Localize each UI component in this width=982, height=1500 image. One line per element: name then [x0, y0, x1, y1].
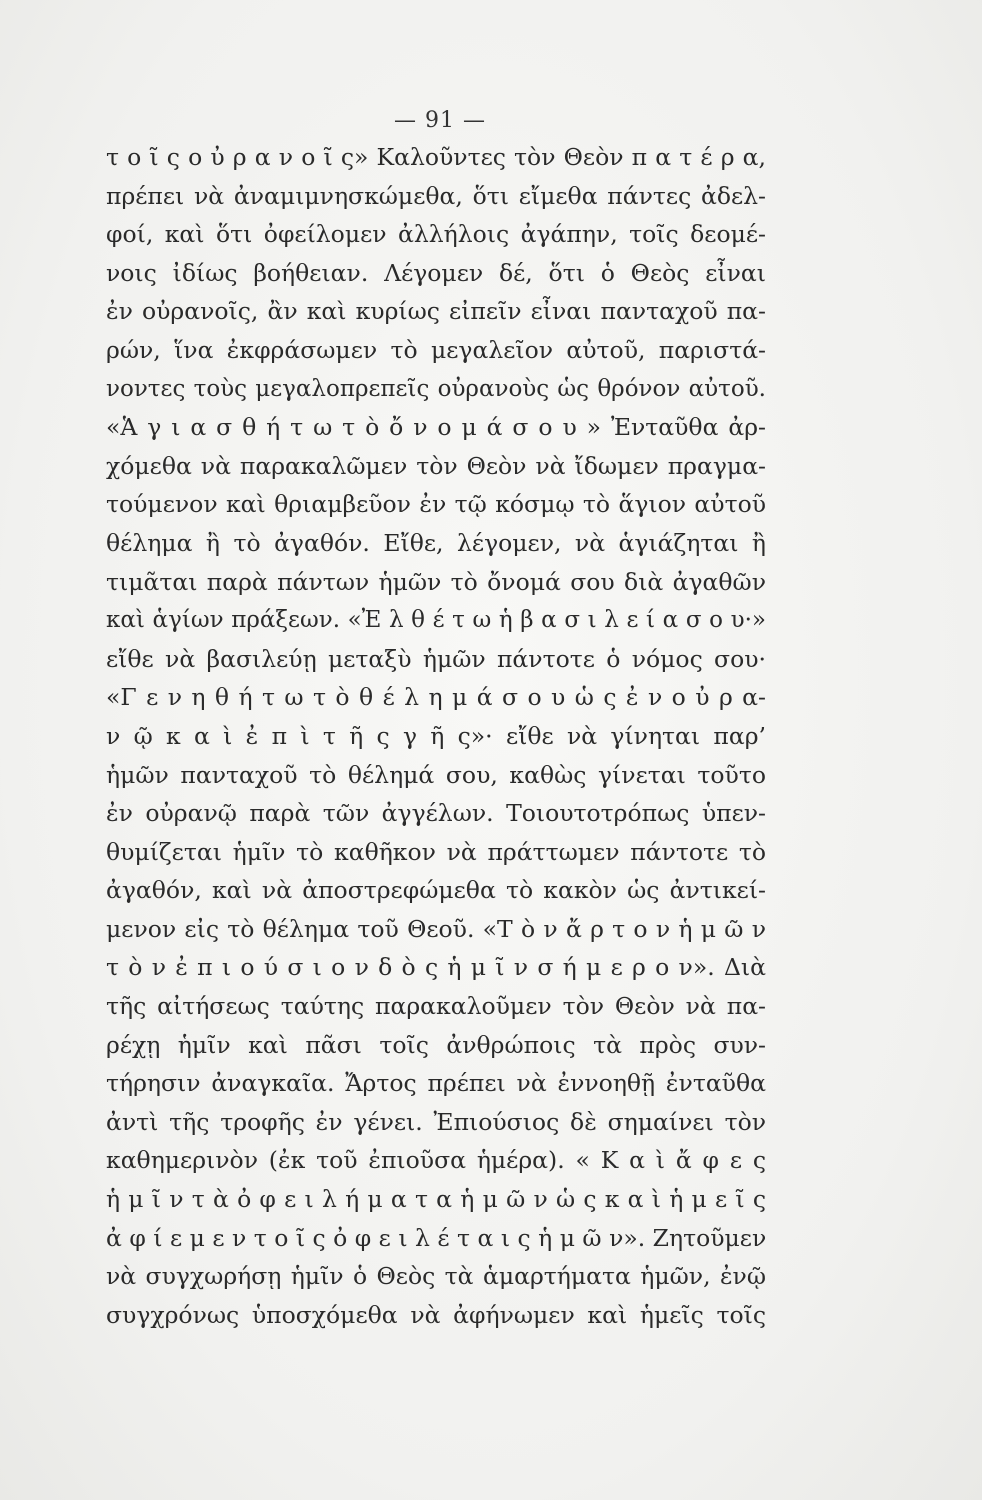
page-number: — 91 — — [394, 108, 486, 133]
text-line: ἐν οὐρανοῖς, ἂν καὶ κυρίως εἰπεῖν εἶναι πανταχοῦ πα- — [106, 297, 766, 326]
text-line: τῆς αἰτήσεως ταύτης παρακαλοῦμεν τὸν Θεὸν νὰ πα- — [106, 992, 766, 1021]
text-line: ν ῷ κ α ὶ ἐ π ὶ τ ῆ ς γ ῆ ς»· εἴθε νὰ γίνηται παρ’ — [106, 721, 766, 750]
text-line: ρών, ἵνα ἐκφράσωμεν τὸ μεγαλεῖον αὐτοῦ, παριστά- — [106, 335, 766, 364]
text-line: πρέπει νὰ ἀναμιμνησκώμεθα, ὅτι εἴμεθα πάντες ἀδελ- — [106, 181, 766, 210]
text-line: χόμεθα νὰ παρακαλῶμεν τὸν Θεὸν νὰ ἴδωμεν πραγμα- — [106, 451, 766, 480]
text-line: τιμᾶται παρὰ πάντων ἡμῶν τὸ ὄνομά σου διὰ ἀγαθῶν — [106, 567, 766, 596]
text-line: ἡμῶν πανταχοῦ τὸ θέλημά σου, καθὼς γίνεται τοῦτο — [106, 760, 766, 789]
text-line: «Γ ε ν η θ ή τ ω τ ὸ θ έ λ η μ ά σ ο υ ὡ ς ἐ ν ο ὐ ρ α- — [106, 683, 766, 712]
text-line: συγχρόνως ὑποσχόμεθα νὰ ἀφήνωμεν καὶ ἡμεῖς τοῖς — [106, 1300, 766, 1329]
text-line: τ ο ῖ ς ο ὐ ρ α ν ο ῖ ς» Καλοῦντες τὸν Θεὸν π α τ έ ρ α, — [106, 143, 766, 171]
text-line: τήρησιν ἀναγκαῖα. Ἄρτος πρέπει νὰ ἐννοηθῇ ἐνταῦθα — [106, 1069, 766, 1098]
text-line: νοις ἰδίως βοήθειαν. Λέγομεν δέ, ὅτι ὁ Θεὸς εἶναι — [106, 258, 766, 287]
text-line: καὶ ἁγίων πράξεων. «Ἐ λ θ έ τ ω ἡ β α σ ι λ ε ί α σ ο υ·» — [106, 607, 766, 634]
text-line: ἡ μ ῖ ν τ ὰ ὀ φ ε ι λ ή μ α τ α ἡ μ ῶ ν ὡ ς κ α ὶ ἡ μ ε ῖ ς — [106, 1185, 766, 1214]
text-line: νὰ συγχωρήσῃ ἡμῖν ὁ Θεὸς τὰ ἁμαρτήματα ἡμῶν, ἐνῷ — [106, 1262, 766, 1291]
text-line: καθημερινὸν (ἐκ τοῦ ἐπιοῦσα ἡμέρα). « Κ α ὶ ἄ φ ε ς — [106, 1146, 766, 1175]
text-line: νοντες τοὺς μεγαλοπρεπεῖς οὐρανοὺς ὡς θρόνον αὐτοῦ. — [106, 375, 766, 402]
text-line: φοί, καὶ ὅτι ὀφείλομεν ἀλλήλοις ἀγάπην, τοῖς δεομέ- — [106, 220, 766, 249]
text-line: ἐν οὐρανῷ παρὰ τῶν ἀγγέλων. Τοιουτοτρόπως ὑπεν- — [106, 799, 766, 828]
text-line: τούμενον καὶ θριαμβεῦον ἐν τῷ κόσμῳ τὸ ἅγιον αὐτοῦ — [106, 490, 766, 519]
text-line: ἀντὶ τῆς τροφῆς ἐν γένει. Ἐπιούσιος δὲ σημαίνει τὸν — [106, 1107, 766, 1136]
text-line: μενον εἰς τὸ θέλημα τοῦ Θεοῦ. «Τ ὸ ν ἄ ρ τ ο ν ἡ μ ῶ ν — [106, 914, 766, 943]
text-line: θέλημα ἢ τὸ ἀγαθόν. Εἴθε, λέγομεν, νὰ ἁγιάζηται ἢ — [106, 528, 766, 557]
text-line: εἴθε νὰ βασιλεύῃ μεταξὺ ἡμῶν πάντοτε ὁ νόμος σου· — [106, 644, 766, 673]
text-line: «Ἁ γ ι α σ θ ή τ ω τ ὸ ὄ ν ο μ ά σ ο υ » Ἐνταῦθα ἀρ- — [106, 413, 766, 442]
body-text — [106, 138, 766, 1334]
text-line: τ ὸ ν ἐ π ι ο ύ σ ι ο ν δ ὸ ς ἡ μ ῖ ν σ ή μ ε ρ ο ν». Διὰ — [106, 953, 766, 982]
text-line: ἀγαθόν, καὶ νὰ ἀποστρεφώμεθα τὸ κακὸν ὡς ἀντικεί- — [106, 876, 766, 905]
text-line: θυμίζεται ἡμῖν τὸ καθῆκον νὰ πράττωμεν πάντοτε τὸ — [106, 837, 766, 866]
text-line: ρέχῃ ἡμῖν καὶ πᾶσι τοῖς ἀνθρώποις τὰ πρὸς συν- — [106, 1030, 766, 1059]
text-line: ἀ φ ί ε μ ε ν τ ο ῖ ς ὀ φ ε ι λ έ τ α ι ς ἡ μ ῶ ν». Ζητοῦμεν — [106, 1223, 767, 1252]
